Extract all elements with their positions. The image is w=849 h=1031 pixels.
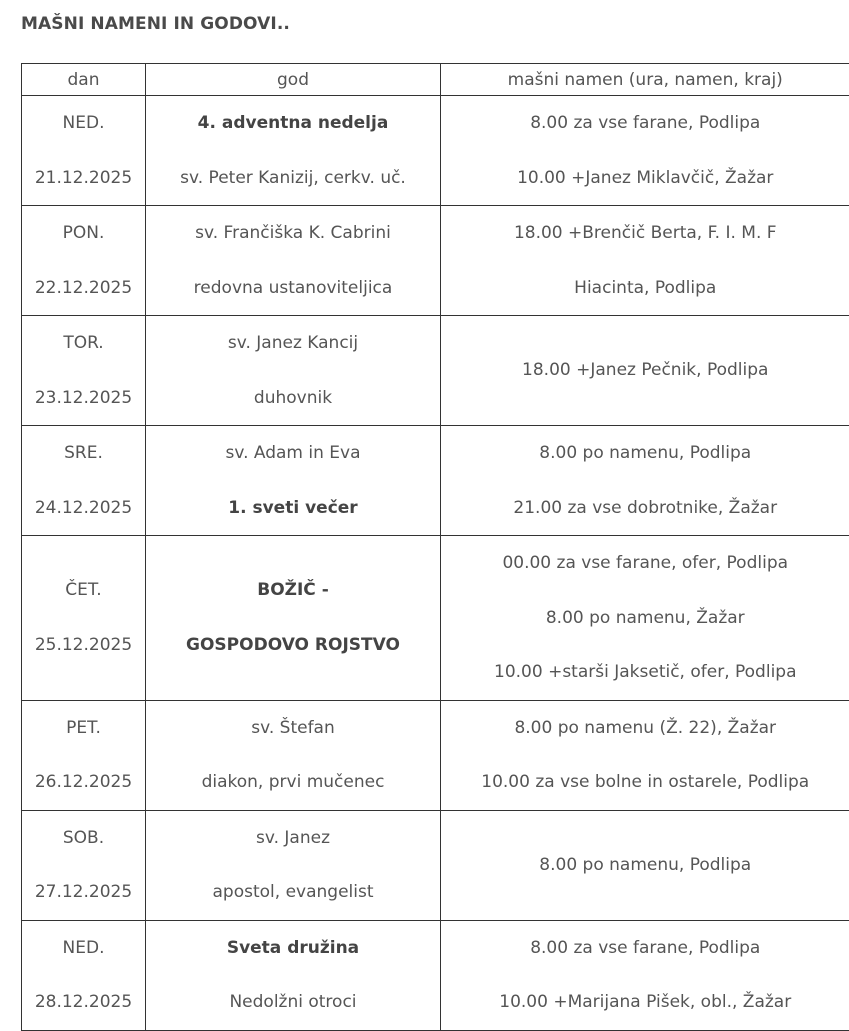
feast-line: sv. Štefan — [146, 701, 440, 756]
feast-cell — [146, 700, 441, 810]
table-row — [22, 536, 849, 701]
feast-cell — [146, 96, 441, 206]
day-cell — [22, 536, 146, 701]
date-label: 25.12.2025 — [22, 618, 145, 673]
feast-line: sv. Frančiška K. Cabrini — [146, 206, 440, 261]
day-cell — [22, 920, 146, 1030]
feast-cell — [146, 536, 441, 701]
feast-line: apostol, evangelist — [146, 865, 440, 920]
weekday-label: NED. — [22, 96, 145, 151]
intention-cell — [441, 700, 849, 810]
feast-line: Nedolžni otroci — [146, 975, 440, 1030]
day-cell — [22, 96, 146, 206]
intention-line: 18.00 +Janez Pečnik, Podlipa — [441, 343, 849, 398]
feast-line: redovna ustanoviteljica — [146, 261, 440, 316]
intention-line: Hiacinta, Podlipa — [441, 261, 849, 316]
intention-line: 8.00 za vse farane, Podlipa — [441, 96, 849, 151]
intention-line: 8.00 po namenu, Podlipa — [441, 838, 849, 893]
intention-cell — [441, 810, 849, 920]
weekday-label: NED. — [22, 921, 145, 976]
date-label: 24.12.2025 — [22, 481, 145, 536]
header-dan: dan — [22, 64, 146, 96]
feast-cell — [146, 206, 441, 316]
intention-line: 21.00 za vse dobrotnike, Žažar — [441, 481, 849, 536]
header-god: god — [146, 64, 441, 96]
weekday-label: SOB. — [22, 811, 145, 866]
table-row — [22, 316, 849, 426]
feast-cell — [146, 920, 441, 1030]
intention-cell — [441, 536, 849, 701]
table-row — [22, 426, 849, 536]
intention-line: 8.00 po namenu, Podlipa — [441, 426, 849, 481]
intention-cell — [441, 920, 849, 1030]
intention-line: 10.00 +Marijana Pišek, obl., Žažar — [441, 975, 849, 1030]
header-namen: mašni namen (ura, namen, kraj) — [441, 64, 849, 96]
feast-line: GOSPODOVO ROJSTVO — [146, 618, 440, 673]
table-row — [22, 700, 849, 810]
intention-cell — [441, 206, 849, 316]
table-row — [22, 920, 849, 1030]
feast-line: sv. Peter Kanizij, cerkv. uč. — [146, 151, 440, 206]
table-header-row — [22, 64, 849, 96]
day-cell — [22, 316, 146, 426]
weekday-label: PON. — [22, 206, 145, 261]
intention-line: 8.00 po namenu (Ž. 22), Žažar — [441, 701, 849, 756]
intention-line: 8.00 za vse farane, Podlipa — [441, 921, 849, 976]
feast-line: sv. Adam in Eva — [146, 426, 440, 481]
feast-line: sv. Janez — [146, 811, 440, 866]
feast-line: BOŽIČ - — [146, 563, 440, 618]
feast-cell — [146, 316, 441, 426]
feast-line: diakon, prvi mučenec — [146, 755, 440, 810]
intention-line: 10.00 +Janez Miklavčič, Žažar — [441, 151, 849, 206]
weekday-label: PET. — [22, 701, 145, 756]
intention-cell — [441, 96, 849, 206]
feast-line: 4. adventna nedelja — [146, 96, 440, 151]
table-row — [22, 206, 849, 316]
feast-line: sv. Janez Kancij — [146, 316, 440, 371]
day-cell — [22, 810, 146, 920]
intention-line: 8.00 po namenu, Žažar — [441, 591, 849, 646]
page-title: MAŠNI NAMENI IN GODOVI.. — [21, 14, 290, 34]
feast-line: Sveta družina — [146, 921, 440, 976]
day-cell — [22, 206, 146, 316]
weekday-label: TOR. — [22, 316, 145, 371]
day-cell — [22, 700, 146, 810]
intention-line: 18.00 +Brenčič Berta, F. I. M. F — [441, 206, 849, 261]
day-cell — [22, 426, 146, 536]
date-label: 21.12.2025 — [22, 151, 145, 206]
intention-line: 10.00 +starši Jaksetič, ofer, Podlipa — [441, 645, 849, 700]
table-row — [22, 96, 849, 206]
intention-cell — [441, 316, 849, 426]
feast-cell — [146, 426, 441, 536]
feast-line: 1. sveti večer — [146, 481, 440, 536]
date-label: 23.12.2025 — [22, 371, 145, 426]
date-label: 28.12.2025 — [22, 975, 145, 1030]
intention-line: 10.00 za vse bolne in ostarele, Podlipa — [441, 755, 849, 810]
intention-line: 00.00 za vse farane, ofer, Podlipa — [441, 536, 849, 591]
date-label: 26.12.2025 — [22, 755, 145, 810]
table-row — [22, 810, 849, 920]
date-label: 22.12.2025 — [22, 261, 145, 316]
mass-schedule-table — [21, 63, 849, 1031]
weekday-label: ČET. — [22, 563, 145, 618]
weekday-label: SRE. — [22, 426, 145, 481]
feast-line: duhovnik — [146, 371, 440, 426]
date-label: 27.12.2025 — [22, 865, 145, 920]
intention-cell — [441, 426, 849, 536]
feast-cell — [146, 810, 441, 920]
